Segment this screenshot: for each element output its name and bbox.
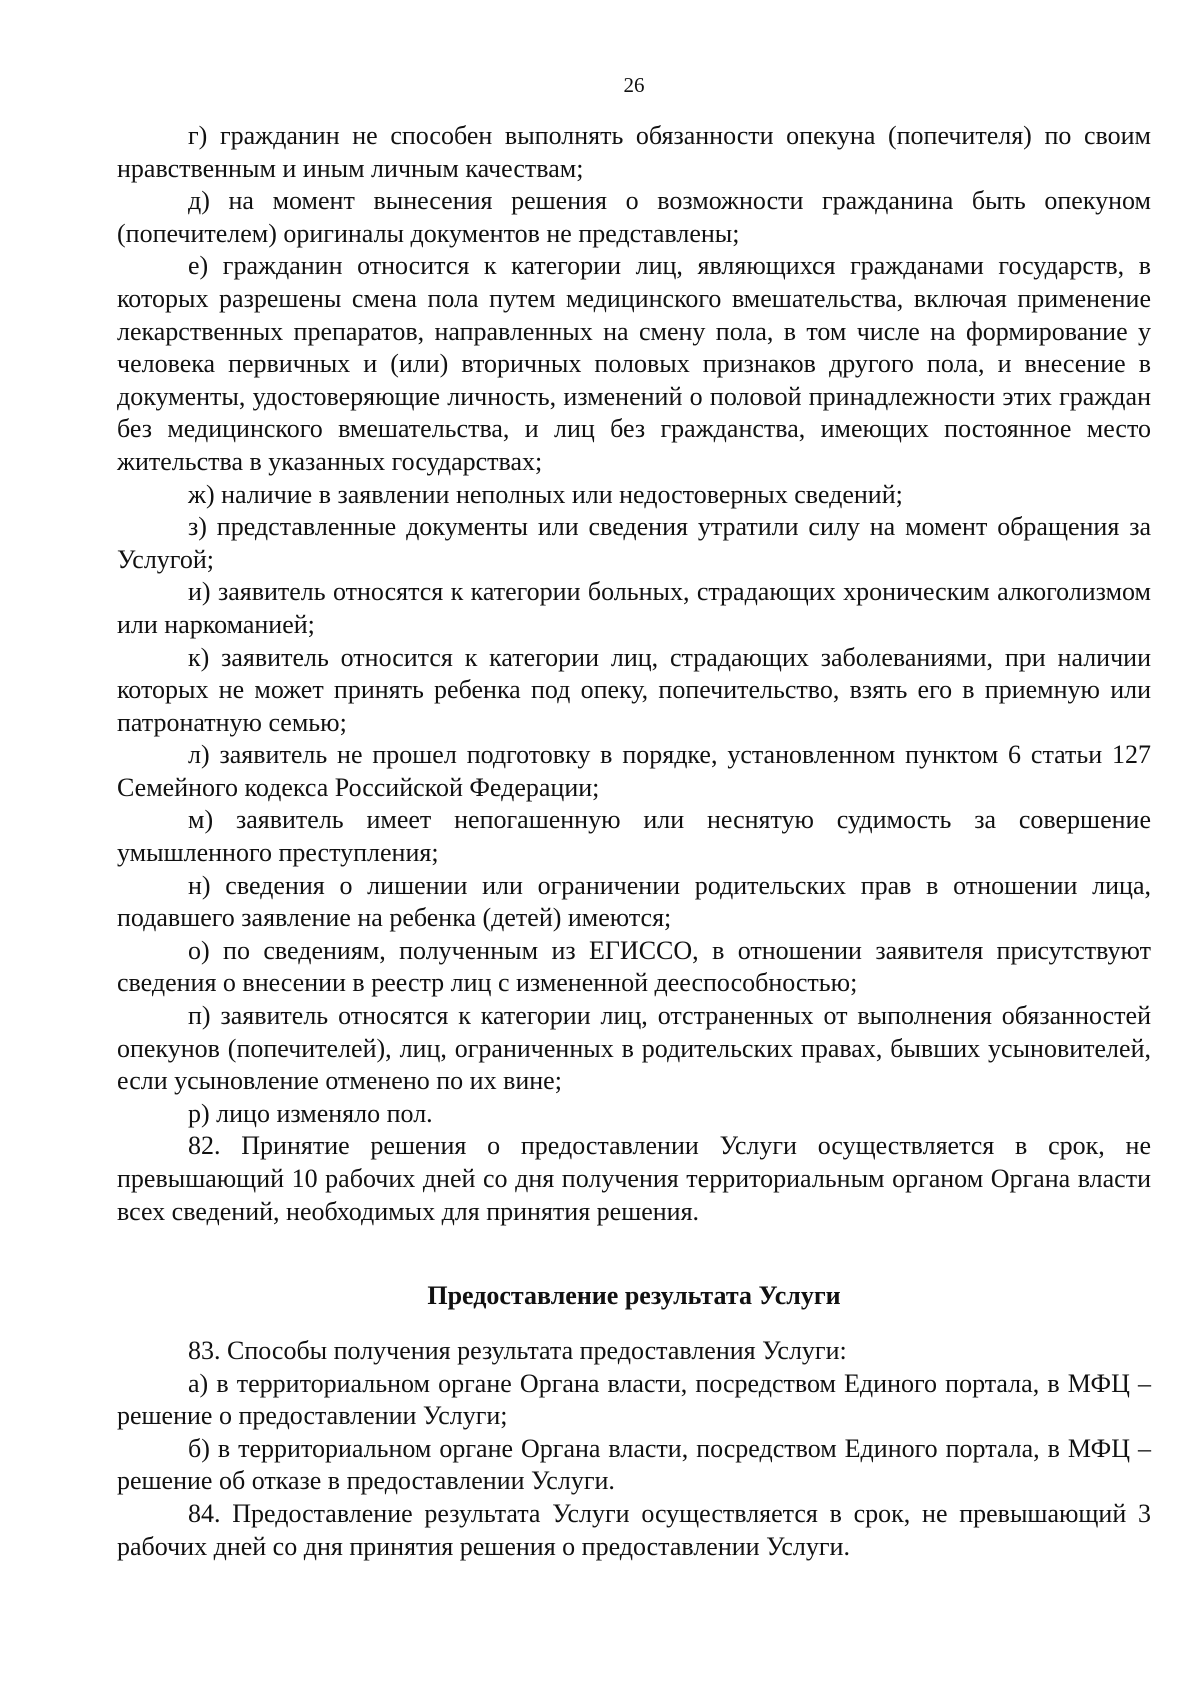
paragraph-zh: ж) наличие в заявлении неполных или недостоверных сведений; xyxy=(188,479,903,509)
body-text-after-heading xyxy=(117,1335,1151,1563)
paragraph-83: 83. Способы получения результата предоставления Услуги: xyxy=(188,1336,847,1365)
paragraph-l: л) заявитель не прошел подготовку в порядке, установленном пунктом 6 статьи 127 Семейного кодекса Российской Федерации; xyxy=(117,740,1151,802)
page-number: 26 xyxy=(623,73,645,97)
paragraph-o: о) по сведениям, полученным из ЕГИССО, в отношении заявителя присутствуют сведения о внесении в реестр лиц с измененной дееспособностью; xyxy=(117,935,1151,998)
paragraph-i: и) заявитель относятся к категории больных, страдающих хроническим алкоголизмом или наркоманией; xyxy=(117,577,1151,639)
section-heading: Предоставление результата Услуги xyxy=(427,1281,841,1310)
paragraph-d: д) на момент вынесения решения о возможности гражданина быть опекуном (попечителем) оригиналы документов не представлены; xyxy=(117,186,1151,248)
paragraph-g: г) гражданин не способен выполнять обязанности опекуна (попечителя) по своим нравственным и иным личным качествам; xyxy=(117,121,1151,183)
paragraph-84: 84. Предоставление результата Услуги осуществляется в срок, не превышающий 3 рабочих дней со дня принятия решения о предоставлении Услуги. xyxy=(117,1498,1151,1561)
paragraph-z: з) представленные документы или сведения утратили силу на момент обращения за Услугой; xyxy=(117,512,1151,574)
body-text xyxy=(117,120,1151,1228)
paragraph-k: к) заявитель относится к категории лиц, страдающих заболеваниями, при наличии которых не может принять ребенка под опеку, попечительство, взять его в приемную или патронатную семью; xyxy=(117,642,1151,737)
paragraph-m: м) заявитель имеет непогашенную или неснятую судимость за совершение умышленного преступления; xyxy=(117,805,1151,868)
paragraph-r: р) лицо изменяло пол. xyxy=(188,1098,433,1128)
paragraph-e: е) гражданин относится к категории лиц, являющихся гражданами государств, в которых разрешены смена пола путем медицинского вмешательства, включая применение лекарственных препаратов, направленных на смену пола, в том числе на формирование у человека первичных и (или) вторичных половых признаков другого пола, и внесение в документы, удостоверяющие личность, изменений о половой принадлежности этих граждан без медицинского вмешательства, и лиц без гражданства, имеющих постоянное место жительства в указанных государствах; xyxy=(117,251,1151,476)
paragraph-83-b: б) в территориальном органе Органа власти, посредством Единого портала, в МФЦ – решение об отказе в предоставлении Услуги. xyxy=(117,1433,1151,1496)
paragraph-82: 82. Принятие решения о предоставлении Услуги осуществляется в срок, не превышающий 10 рабочих дней со дня получения территориальным органом Органа власти всех сведений, необходимых для принятия решения. xyxy=(117,1131,1151,1226)
paragraph-n: н) сведения о лишении или ограничении родительских прав в отношении лица, подавшего заявление на ребенка (детей) имеются; xyxy=(117,870,1151,933)
paragraph-p: п) заявитель относятся к категории лиц, отстраненных от выполнения обязанностей опекунов (попечителей), лиц, ограниченных в родительских правах, бывших усыновителей, если усыновление отменено по их вине; xyxy=(117,1001,1151,1096)
paragraph-83-a: а) в территориальном органе Органа власти, посредством Единого портала, в МФЦ – решение о предоставлении Услуги; xyxy=(117,1368,1151,1431)
